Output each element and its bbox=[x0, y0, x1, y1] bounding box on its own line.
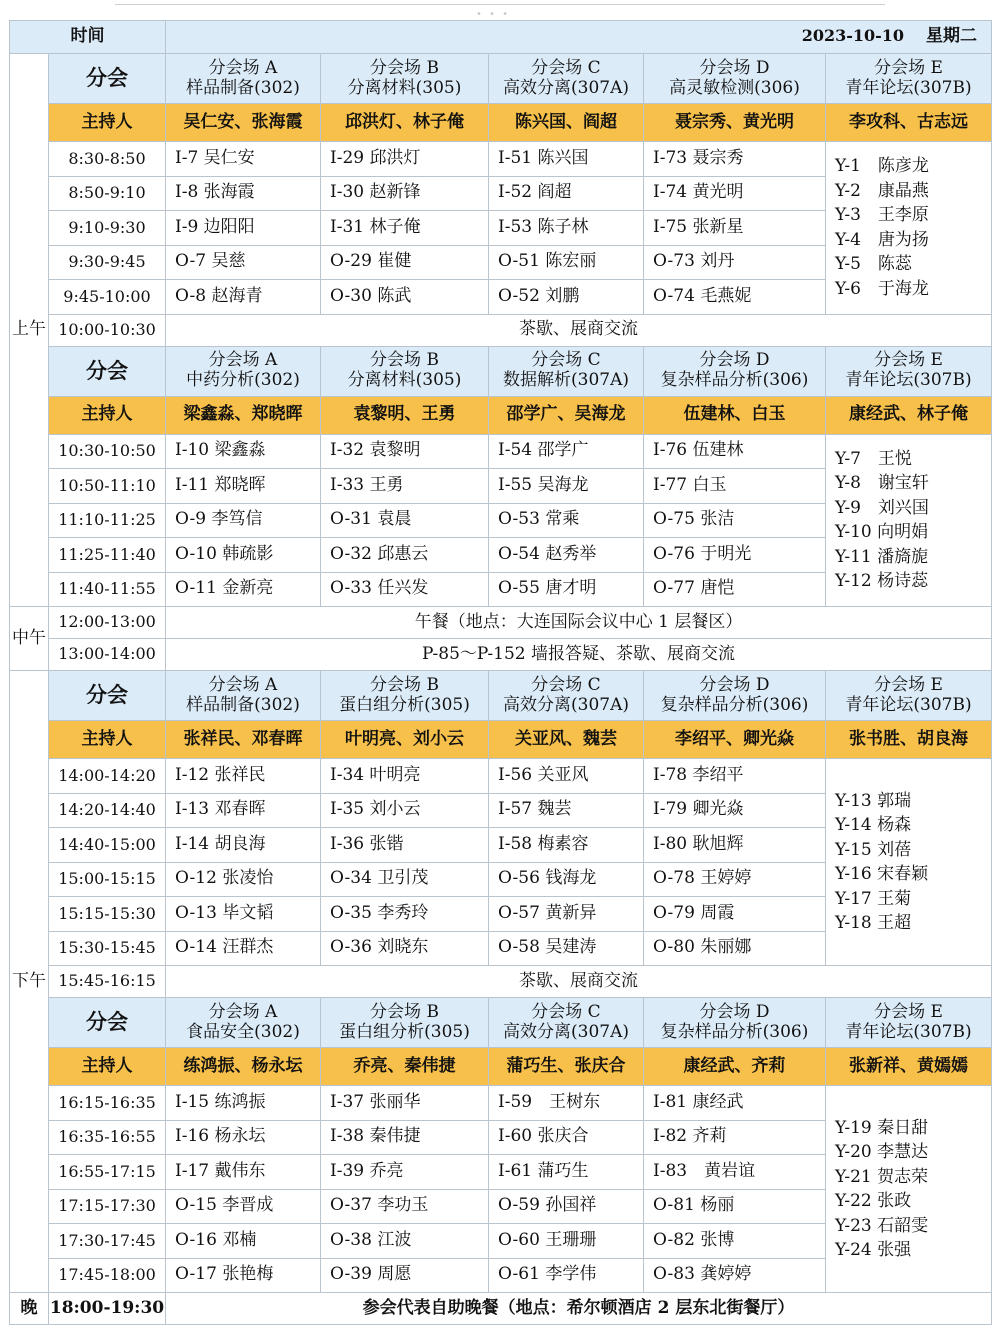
youth-speaker: Y-16 宋春颖 bbox=[835, 864, 929, 884]
talk-cell: I-75 张新星 bbox=[644, 211, 826, 246]
talk-cell: I-57 魏芸 bbox=[489, 793, 644, 828]
table-row bbox=[10, 1086, 992, 1121]
talk-cell: I-39 乔亮 bbox=[321, 1155, 489, 1190]
period-label-afternoon: 下午 bbox=[10, 671, 49, 1293]
host-row bbox=[10, 396, 992, 434]
youth-speaker: Y-19 秦日甜 bbox=[835, 1117, 929, 1138]
talk-cell: I-78 李绍平 bbox=[644, 759, 826, 794]
talk-cell: O-36 刘晓东 bbox=[321, 931, 489, 966]
talk-cell: O-57 黄新异 bbox=[489, 897, 644, 932]
time-slot: 8:30-8:50 bbox=[49, 142, 166, 177]
talk-cell: O-77 唐恺 bbox=[644, 572, 826, 607]
talk-cell: O-13 毕文韬 bbox=[166, 897, 321, 932]
youth-speaker: Y-11 潘旖旎 bbox=[835, 546, 929, 567]
talk-cell: I-11 郑晓晖 bbox=[166, 469, 321, 504]
venue-topic: 高效分离(307A) bbox=[503, 77, 629, 98]
talk-cell: I-34 叶明亮 bbox=[321, 759, 489, 794]
youth-speaker: Y-2 康晶燕 bbox=[835, 180, 929, 201]
talk-cell: O-11 金新亮 bbox=[166, 572, 321, 607]
talk-cell: O-52 刘鹏 bbox=[489, 280, 644, 315]
host-row bbox=[10, 721, 992, 759]
talk-cell: O-30 陈武 bbox=[321, 280, 489, 315]
time-slot: 15:15-15:30 bbox=[49, 897, 166, 932]
time-slot: 9:30-9:45 bbox=[49, 245, 166, 280]
talk-cell: I-61 蒲巧生 bbox=[489, 1155, 644, 1190]
youth-speaker: Y-23 石韶雯 bbox=[835, 1215, 929, 1236]
break-time: 10:00-10:30 bbox=[49, 314, 166, 346]
break-row bbox=[10, 314, 992, 346]
youth-speaker: Y-6 于海龙 bbox=[835, 278, 929, 299]
venue-topic: 高灵敏检测(306) bbox=[669, 77, 800, 98]
host-names: 陈兴国、阎超 bbox=[489, 104, 644, 142]
session-label: 分会 bbox=[49, 671, 166, 721]
session-header-row bbox=[10, 346, 992, 396]
host-names: 康经武、林子俺 bbox=[826, 396, 992, 434]
talk-cell: I-15 练鸿振 bbox=[166, 1086, 321, 1121]
period-label-noon: 中午 bbox=[10, 607, 49, 671]
venue-name: 分会场 E bbox=[874, 674, 943, 695]
host-label: 主持人 bbox=[49, 1048, 166, 1086]
youth-speaker: Y-14 杨森 bbox=[835, 815, 912, 835]
time-slot: 16:55-17:15 bbox=[49, 1155, 166, 1190]
date-cell bbox=[166, 21, 992, 54]
talk-cell: I-31 林子俺 bbox=[321, 211, 489, 246]
dinner-text: 参会代表自助晚餐（地点：希尔顿酒店 2 层东北街餐厅） bbox=[166, 1293, 992, 1325]
talk-cell: I-82 齐莉 bbox=[644, 1120, 826, 1155]
youth-speaker: Y-5 陈蕊 bbox=[835, 254, 912, 275]
venue-name: 分会场 D bbox=[699, 1001, 770, 1022]
talk-cell: O-8 赵海青 bbox=[166, 280, 321, 315]
host-row bbox=[10, 1048, 992, 1086]
talk-cell: O-16 邓楠 bbox=[166, 1224, 321, 1259]
talk-cell: O-56 钱海龙 bbox=[489, 862, 644, 897]
talk-cell: I-80 耿旭辉 bbox=[644, 828, 826, 863]
talk-cell: I-32 袁黎明 bbox=[321, 434, 489, 469]
venue-topic: 青年论坛(307B) bbox=[845, 694, 972, 715]
venue-header bbox=[166, 346, 321, 396]
talk-cell: I-10 梁鑫淼 bbox=[166, 434, 321, 469]
talk-cell: I-58 梅素容 bbox=[489, 828, 644, 863]
venue-name: 分会场 D bbox=[699, 674, 770, 695]
time-slot: 11:10-11:25 bbox=[49, 503, 166, 538]
host-names: 袁黎明、王勇 bbox=[321, 396, 489, 434]
talk-cell: I-60 张庆合 bbox=[489, 1120, 644, 1155]
poster-row bbox=[10, 639, 992, 671]
time-slot: 11:40-11:55 bbox=[49, 572, 166, 607]
host-label: 主持人 bbox=[49, 104, 166, 142]
time-slot: 14:20-14:40 bbox=[49, 793, 166, 828]
talk-cell: O-33 任兴发 bbox=[321, 572, 489, 607]
talk-cell: O-78 王婷婷 bbox=[644, 862, 826, 897]
venue-topic: 中药分析(302) bbox=[186, 370, 300, 390]
youth-speaker: Y-12 杨诗蕊 bbox=[835, 571, 929, 592]
talk-cell: I-30 赵新锋 bbox=[321, 176, 489, 211]
talk-cell: I-29 邱洪灯 bbox=[321, 142, 489, 177]
time-slot: 11:25-11:40 bbox=[49, 538, 166, 573]
talk-cell: I-12 张祥民 bbox=[166, 759, 321, 794]
venue-header bbox=[166, 671, 321, 721]
time-slot: 16:15-16:35 bbox=[49, 1086, 166, 1121]
session-header-row bbox=[10, 54, 992, 104]
period-label-evening: 晚 bbox=[10, 1293, 49, 1325]
talk-cell: O-79 周霞 bbox=[644, 897, 826, 932]
venue-header bbox=[826, 346, 992, 396]
talk-cell: I-37 张丽华 bbox=[321, 1086, 489, 1121]
venue-name: 分会场 B bbox=[370, 350, 439, 371]
talk-cell: I-79 卿光焱 bbox=[644, 793, 826, 828]
venue-topic: 蛋白组分析(305) bbox=[339, 694, 470, 715]
youth-speaker: Y-18 王超 bbox=[835, 913, 912, 933]
schedule-table bbox=[9, 20, 992, 1325]
host-names: 邱洪灯、林子俺 bbox=[321, 104, 489, 142]
youth-speaker: Y-4 唐为扬 bbox=[835, 229, 929, 250]
talk-cell: O-17 张艳梅 bbox=[166, 1258, 321, 1293]
venue-name: 分会场 C bbox=[531, 57, 601, 78]
venue-name: 分会场 B bbox=[370, 1001, 439, 1022]
lunch-row bbox=[10, 607, 992, 639]
talk-cell: I-81 康经武 bbox=[644, 1086, 826, 1121]
talk-cell: I-53 陈子林 bbox=[489, 211, 644, 246]
talk-cell: I-56 关亚风 bbox=[489, 759, 644, 794]
venue-name: 分会场 B bbox=[370, 674, 439, 695]
break-text: 茶歇、展商交流 bbox=[166, 314, 992, 346]
youth-speaker: Y-24 张强 bbox=[835, 1240, 912, 1260]
host-names: 梁鑫淼、郑晓晖 bbox=[166, 396, 321, 434]
venue-header bbox=[826, 671, 992, 721]
venue-topic: 复杂样品分析(306) bbox=[660, 1021, 809, 1042]
venue-topic: 高效分离(307A) bbox=[503, 1021, 629, 1042]
period-label-morning: 上午 bbox=[10, 54, 49, 607]
venue-topic: 分离材料(305) bbox=[347, 370, 462, 390]
venue-header bbox=[166, 54, 321, 104]
host-names: 聂宗秀、黄光明 bbox=[644, 104, 826, 142]
talk-cell: O-29 崔健 bbox=[321, 245, 489, 280]
talk-cell: O-14 汪群杰 bbox=[166, 931, 321, 966]
talk-cell: O-73 刘丹 bbox=[644, 245, 826, 280]
host-names: 张书胜、胡良海 bbox=[826, 721, 992, 759]
talk-cell: I-35 刘小云 bbox=[321, 793, 489, 828]
host-names: 康经武、齐莉 bbox=[644, 1048, 826, 1086]
time-header: 时间 bbox=[10, 21, 166, 54]
venue-name: 分会场 D bbox=[699, 57, 770, 78]
host-names: 吴仁安、张海霞 bbox=[166, 104, 321, 142]
session-label: 分会 bbox=[49, 346, 166, 396]
talk-cell: O-37 李功玉 bbox=[321, 1189, 489, 1224]
youth-speaker: Y-1 陈彦龙 bbox=[835, 156, 929, 177]
venue-name: 分会场 A bbox=[208, 674, 278, 695]
talk-cell: O-15 李晋成 bbox=[166, 1189, 321, 1224]
host-label: 主持人 bbox=[49, 721, 166, 759]
talk-cell: O-55 唐才明 bbox=[489, 572, 644, 607]
venue-name: 分会场 C bbox=[531, 350, 601, 371]
youth-speaker: Y-21 贺志荣 bbox=[835, 1166, 929, 1187]
venue-topic: 分离材料(305) bbox=[347, 77, 462, 98]
venue-header bbox=[321, 346, 489, 396]
break-row bbox=[10, 966, 992, 998]
talk-cell: O-76 于明光 bbox=[644, 538, 826, 573]
youth-speaker: Y-20 李慧达 bbox=[835, 1142, 929, 1162]
talk-cell: O-75 张洁 bbox=[644, 503, 826, 538]
talk-cell: I-7 吴仁安 bbox=[166, 142, 321, 177]
youth-forum-list bbox=[826, 434, 992, 607]
talk-cell: I-38 秦伟捷 bbox=[321, 1120, 489, 1155]
venue-header bbox=[321, 671, 489, 721]
venue-header bbox=[321, 998, 489, 1048]
talk-cell: I-8 张海霞 bbox=[166, 176, 321, 211]
venue-topic: 样品制备(302) bbox=[186, 694, 300, 715]
time-slot: 15:30-15:45 bbox=[49, 931, 166, 966]
table-row bbox=[10, 434, 992, 469]
talk-cell: I-13 邓春晖 bbox=[166, 793, 321, 828]
host-names: 李攻科、古志远 bbox=[826, 104, 992, 142]
venue-topic: 样品制备(302) bbox=[186, 77, 300, 98]
venue-name: 分会场 C bbox=[531, 1001, 601, 1022]
talk-cell: O-59 孙国祥 bbox=[489, 1189, 644, 1224]
talk-cell: I-76 伍建林 bbox=[644, 434, 826, 469]
venue-header bbox=[489, 998, 644, 1048]
host-names: 邵学广、吴海龙 bbox=[489, 396, 644, 434]
talk-cell: I-59 王树东 bbox=[489, 1086, 644, 1121]
time-slot: 14:40-15:00 bbox=[49, 828, 166, 863]
talk-cell: O-74 毛燕妮 bbox=[644, 280, 826, 315]
venue-topic: 食品安全(302) bbox=[186, 1021, 300, 1042]
host-names: 蒲巧生、张庆合 bbox=[489, 1048, 644, 1086]
talk-cell: I-36 张锴 bbox=[321, 828, 489, 863]
youth-forum-list bbox=[826, 142, 992, 315]
talk-cell: I-16 杨永坛 bbox=[166, 1120, 321, 1155]
host-names: 伍建林、白玉 bbox=[644, 396, 826, 434]
talk-cell: O-34 卫引茂 bbox=[321, 862, 489, 897]
host-names: 张新祥、黄嫣嫣 bbox=[826, 1048, 992, 1086]
time-slot: 9:10-9:30 bbox=[49, 211, 166, 246]
talk-cell: O-10 韩疏影 bbox=[166, 538, 321, 573]
talk-cell: I-52 阎超 bbox=[489, 176, 644, 211]
venue-topic: 高效分离(307A) bbox=[503, 694, 629, 715]
talk-cell: I-17 戴伟东 bbox=[166, 1155, 321, 1190]
talk-cell: O-51 陈宏丽 bbox=[489, 245, 644, 280]
venue-name: 分会场 E bbox=[874, 350, 943, 371]
venue-header bbox=[489, 671, 644, 721]
venue-name: 分会场 E bbox=[874, 57, 943, 78]
talk-cell: I-33 王勇 bbox=[321, 469, 489, 504]
talk-cell: O-82 张博 bbox=[644, 1224, 826, 1259]
talk-cell: O-32 邱惠云 bbox=[321, 538, 489, 573]
youth-speaker: Y-7 王悦 bbox=[835, 448, 912, 469]
host-names: 练鸿振、杨永坛 bbox=[166, 1048, 321, 1086]
talk-cell: I-77 白玉 bbox=[644, 469, 826, 504]
talk-cell: I-73 聂宗秀 bbox=[644, 142, 826, 177]
dinner-time: 18:00-19:30 bbox=[49, 1293, 166, 1325]
talk-cell: O-12 张凌怡 bbox=[166, 862, 321, 897]
venue-topic: 青年论坛(307B) bbox=[845, 77, 972, 98]
youth-speaker: Y-8 谢宝轩 bbox=[835, 473, 929, 494]
talk-cell: I-54 邵学广 bbox=[489, 434, 644, 469]
venue-topic: 蛋白组分析(305) bbox=[339, 1021, 470, 1042]
venue-header bbox=[826, 998, 992, 1048]
talk-cell: O-83 龚婷婷 bbox=[644, 1258, 826, 1293]
poster-text: P-85～P-152 墙报答疑、茶歇、展商交流 bbox=[166, 639, 992, 671]
talk-cell: O-9 李笃信 bbox=[166, 503, 321, 538]
venue-name: 分会场 E bbox=[874, 1001, 943, 1022]
venue-header bbox=[489, 54, 644, 104]
time-slot: 14:00-14:20 bbox=[49, 759, 166, 794]
venue-name: 分会场 A bbox=[208, 57, 278, 78]
top-rule bbox=[115, 4, 885, 5]
youth-speaker: Y-22 张政 bbox=[835, 1191, 912, 1211]
talk-cell: O-53 常乘 bbox=[489, 503, 644, 538]
venue-topic: 数据解析(307A) bbox=[503, 370, 629, 390]
session-header-row bbox=[10, 998, 992, 1048]
venue-topic: 复杂样品分析(306) bbox=[660, 370, 809, 390]
venue-name: 分会场 D bbox=[699, 350, 770, 371]
venue-header bbox=[644, 346, 826, 396]
talk-cell: I-51 陈兴国 bbox=[489, 142, 644, 177]
host-names: 叶明亮、刘小云 bbox=[321, 721, 489, 759]
talk-cell: I-83 黄岩谊 bbox=[644, 1155, 826, 1190]
time-slot: 9:45-10:00 bbox=[49, 280, 166, 315]
venue-topic: 复杂样品分析(306) bbox=[660, 694, 809, 715]
venue-header bbox=[166, 998, 321, 1048]
youth-speaker: Y-9 刘兴国 bbox=[835, 497, 929, 518]
venue-header bbox=[644, 998, 826, 1048]
youth-speaker: Y-17 王菊 bbox=[835, 888, 912, 909]
session-label: 分会 bbox=[49, 998, 166, 1048]
talk-cell: I-74 黄光明 bbox=[644, 176, 826, 211]
venue-name: 分会场 C bbox=[531, 674, 601, 695]
lunch-text: 午餐（地点：大连国际会议中心 1 层餐区） bbox=[166, 607, 992, 639]
venue-header bbox=[644, 54, 826, 104]
talk-cell: O-61 李学伟 bbox=[489, 1258, 644, 1293]
talk-cell: O-7 吴慈 bbox=[166, 245, 321, 280]
drag-handle-icon: • • • bbox=[476, 9, 511, 20]
session-label: 分会 bbox=[49, 54, 166, 104]
venue-name: 分会场 A bbox=[208, 350, 278, 371]
time-slot: 10:30-10:50 bbox=[49, 434, 166, 469]
time-slot: 16:35-16:55 bbox=[49, 1120, 166, 1155]
time-slot: 8:50-9:10 bbox=[49, 176, 166, 211]
time-slot: 10:50-11:10 bbox=[49, 469, 166, 504]
session-header-row bbox=[10, 671, 992, 721]
talk-cell: O-35 李秀玲 bbox=[321, 897, 489, 932]
date-text: 2023-10-10 bbox=[801, 26, 905, 46]
time-slot: 15:00-15:15 bbox=[49, 862, 166, 897]
venue-name: 分会场 A bbox=[208, 1001, 278, 1022]
talk-cell: O-39 周愿 bbox=[321, 1258, 489, 1293]
break-text: 茶歇、展商交流 bbox=[166, 966, 992, 998]
header-row bbox=[10, 21, 992, 54]
youth-forum-list bbox=[826, 1086, 992, 1293]
talk-cell: O-60 王珊珊 bbox=[489, 1224, 644, 1259]
venue-header bbox=[644, 671, 826, 721]
weekday-text: 星期二 bbox=[926, 26, 978, 47]
youth-speaker: Y-3 王李原 bbox=[835, 205, 929, 226]
host-names: 张祥民、邓春晖 bbox=[166, 721, 321, 759]
talk-cell: O-38 江波 bbox=[321, 1224, 489, 1259]
host-names: 关亚风、魏芸 bbox=[489, 721, 644, 759]
time-slot: 17:15-17:30 bbox=[49, 1189, 166, 1224]
host-label: 主持人 bbox=[49, 396, 166, 434]
venue-header bbox=[489, 346, 644, 396]
talk-cell: O-58 吴建涛 bbox=[489, 931, 644, 966]
poster-time: 13:00-14:00 bbox=[49, 639, 166, 671]
youth-speaker: Y-13 郭瑞 bbox=[835, 790, 912, 811]
host-row bbox=[10, 104, 992, 142]
talk-cell: I-14 胡良海 bbox=[166, 828, 321, 863]
talk-cell: I-55 吴海龙 bbox=[489, 469, 644, 504]
talk-cell: I-9 边阳阳 bbox=[166, 211, 321, 246]
table-row bbox=[10, 759, 992, 794]
youth-speaker: Y-10 向明娟 bbox=[835, 522, 929, 543]
venue-topic: 青年论坛(307B) bbox=[845, 370, 972, 390]
youth-speaker: Y-15 刘蓓 bbox=[835, 839, 912, 860]
table-row bbox=[10, 142, 992, 177]
venue-header bbox=[321, 54, 489, 104]
host-names: 李绍平、卿光焱 bbox=[644, 721, 826, 759]
venue-name: 分会场 B bbox=[370, 57, 439, 78]
venue-header bbox=[826, 54, 992, 104]
talk-cell: O-31 袁晨 bbox=[321, 503, 489, 538]
talk-cell: O-81 杨丽 bbox=[644, 1189, 826, 1224]
time-slot: 17:30-17:45 bbox=[49, 1224, 166, 1259]
break-time: 15:45-16:15 bbox=[49, 966, 166, 998]
talk-cell: O-80 朱丽娜 bbox=[644, 931, 826, 966]
talk-cell: O-54 赵秀举 bbox=[489, 538, 644, 573]
youth-forum-list bbox=[826, 759, 992, 966]
lunch-time: 12:00-13:00 bbox=[49, 607, 166, 639]
time-slot: 17:45-18:00 bbox=[49, 1258, 166, 1293]
venue-topic: 青年论坛(307B) bbox=[845, 1021, 972, 1042]
host-names: 乔亮、秦伟捷 bbox=[321, 1048, 489, 1086]
